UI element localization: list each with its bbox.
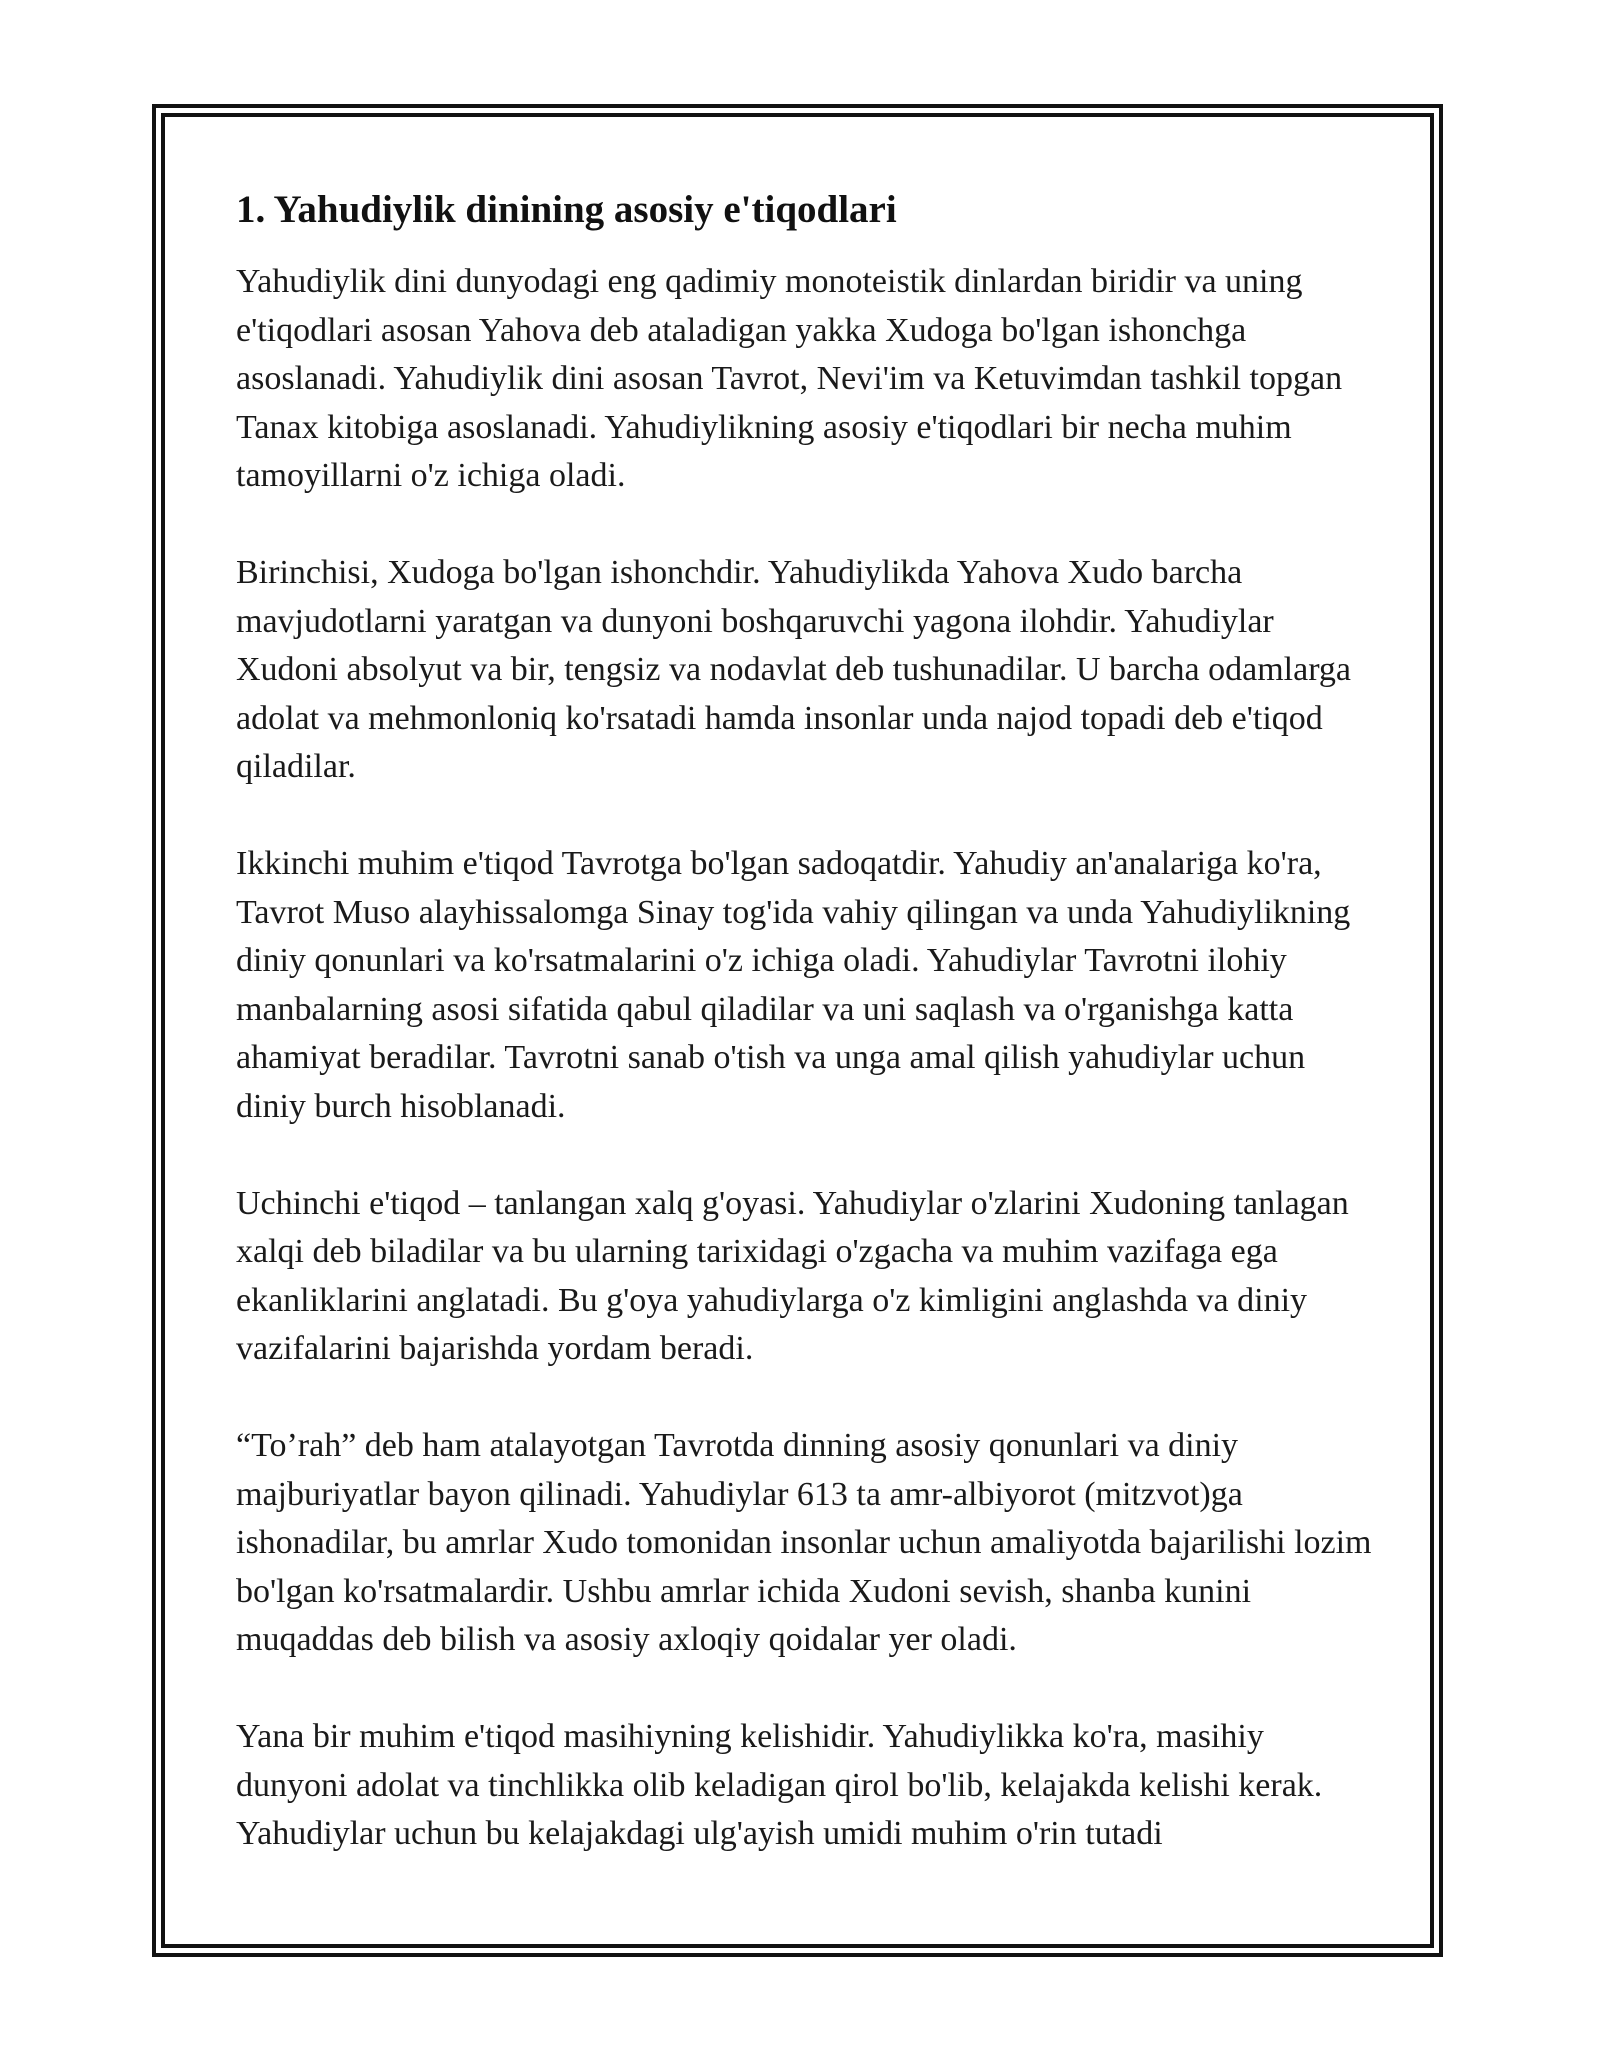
paragraph-torah-laws: “To’rah” deb ham atalayotgan Tavrotda dinning asosiy qonunlari va diniy majburiyatlar bayon qilinadi. Yahudiylar 613 ta amr-albiyorot (mitzvot)ga ishonadilar, bu amrlar Xudo tomonidan insonlar uchun amaliyotda bajarilishi lozim bo'lgan ko'rsatmalardir. Ushbu amrlar ichida Xudoni sevish, shanba kunini muqaddas deb bilish va asosiy axloqiy qoidalar yer oladi.	[236, 1427, 1372, 1658]
section-heading: 1. Yahudiylik dinining asosiy e'tiqodlari	[236, 188, 897, 231]
paragraph-first-belief: Birinchisi, Xudoga bo'lgan ishonchdir. Yahudiylikda Yahova Xudo barcha mavjudotlarni yaratgan va dunyoni boshqaruvchi yagona ilohdir. Yahudiylar Xudoni absolyut va bir, tengsiz va nodavlat deb tushunadilar. U barcha odamlarga adolat va mehmonloniq ko'rsatadi hamda insonlar unda najod topadi deb e'tiqod qiladilar.	[236, 554, 1351, 785]
document-body	[236, 184, 1376, 1859]
paragraph-second-belief: Ikkinchi muhim e'tiqod Tavrotga bo'lgan sadoqatdir. Yahudiy an'analariga ko'ra, Tavrot Muso alayhissalomga Sinay tog'ida vahiy qilingan va unda Yahudiylikning diniy qonunlari va ko'rsatmalarini o'z ichiga oladi. Yahudiylar Tavrotni ilohiy manbalarning asosi sifatida qabul qiladilar va uni saqlash va o'rganishga katta ahamiyat beradilar. Tavrotni sanab o'tish va unga amal qilish yahudiylar uchun diniy burch hisoblanadi.	[236, 845, 1351, 1125]
paragraph-intro: Yahudiylik dini dunyodagi eng qadimiy monoteistik dinlardan biridir va uning e'tiqodlari asosan Yahova deb ataladigan yakka Xudoga bo'lgan ishonchga asoslanadi. Yahudiylik dini asosan Tavrot, Nevi'im va Ketuvimdan tashkil topgan Tanax kitobiga asoslanadi. Yahudiylikning asosiy e'tiqodlari bir necha muhim tamoyillarni o'z ichiga oladi.	[236, 263, 1343, 494]
paragraph-third-belief: Uchinchi e'tiqod – tanlangan xalq g'oyasi. Yahudiylar o'zlarini Xudoning tanlagan xalqi deb biladilar va bu ularning tarixidagi o'zgacha va muhim vazifaga ega ekanliklarini anglatadi. Bu g'oya yahudiylarga o'z kimligini anglashda va diniy vazifalarini bajarishda yordam beradi.	[236, 1184, 1349, 1367]
paragraph-messiah: Yana bir muhim e'tiqod masihiyning kelishidir. Yahudiylikka ko'ra, masihiy dunyoni adolat va tinchlikka olib keladigan qirol bo'lib, kelajakda kelishi kerak. Yahudiylar uchun bu kelajakdagi ulg'ayish umidi muhim o'rin tutadi	[236, 1718, 1323, 1852]
